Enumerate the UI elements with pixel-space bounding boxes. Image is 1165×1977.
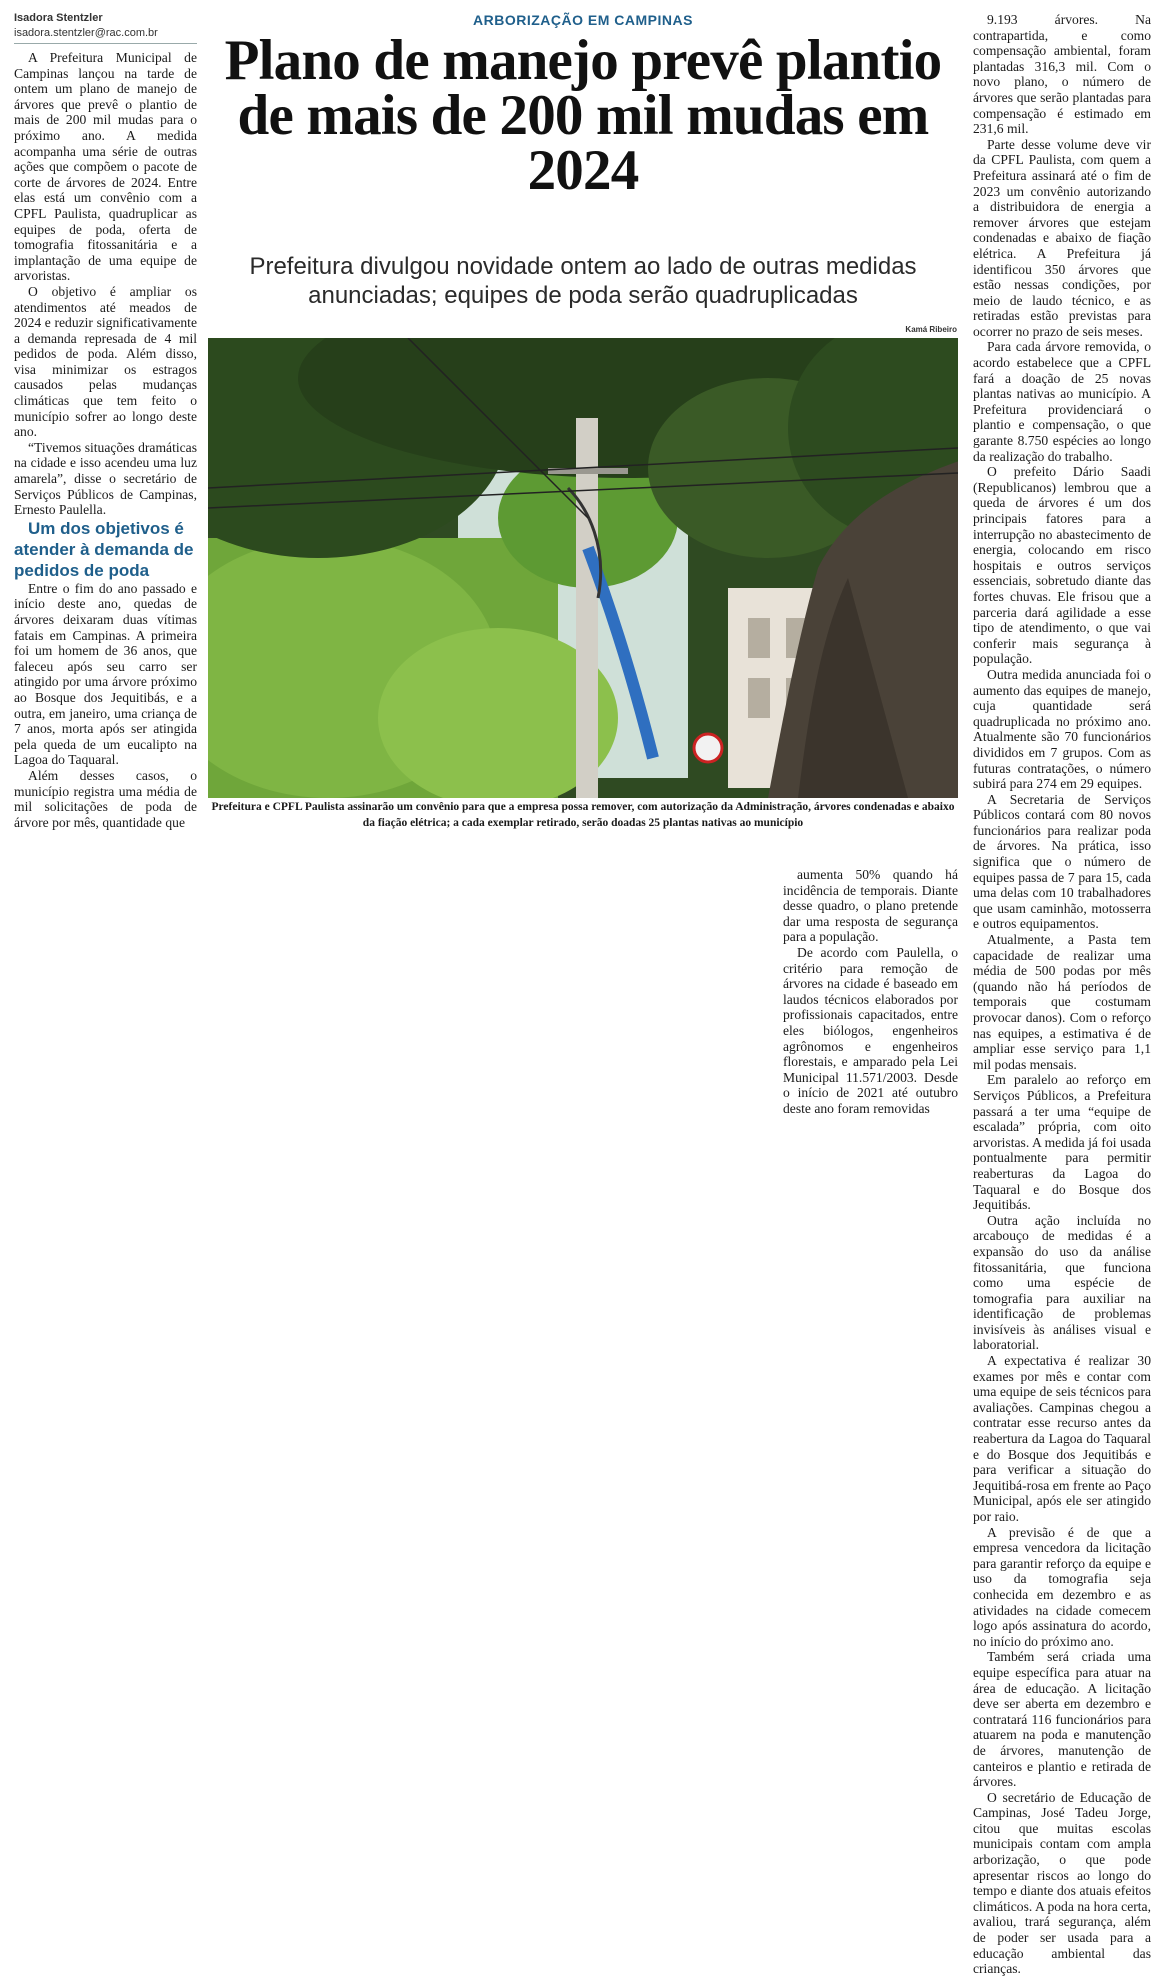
- paragraph: O secretário de Educação de Campinas, José Tadeu Jorge, citou que muitas escolas municipais contam com ampla arborização, o que pode apresentar riscos ao longo do tempo e diante dos atuais efeitos climáticos. A poda na hora certa, avaliou, trará segurança, além de poder ser usada para a educação ambiental das crianças.: [973, 1789, 1151, 1977]
- paragraph: Em paralelo ao reforço em Serviços Públicos, a Prefeitura passará a ter uma “equipe de escalada” própria, com oito arvoristas. A medida já foi usada pontualmente para permitir reaberturas da Lagoa do Taquaral e do Bosque dos Jequitibás.: [973, 1072, 1151, 1213]
- subheading: Um dos objetivos é atender à demanda de pedidos de poda: [14, 518, 194, 580]
- paragraph: De acordo com Paulella, o critério para remoção de árvores na cidade é baseado em laudos técnicos elaborados por profissionais capacitados, entre eles biólogos, engenheiros agrônomos e engenheiros florestais, e amparado pela Lei Municipal 11.571/2003. Desde o início de 2021 até outubro deste ano foram removidas: [783, 944, 958, 1116]
- byline-divider: [14, 43, 197, 44]
- paragraph: Atualmente, a Pasta tem capacidade de realizar uma média de 500 podas por mês (quando não há períodos de temporais que costumam provocar danos). Com o reforço nas equipes, a estimativa é de ampliar esse serviço para 1,1 mil podas mensais.: [973, 932, 1151, 1072]
- byline-email: isadora.stentzler@rac.com.br: [14, 27, 158, 39]
- paragraph: Outra medida anunciada foi o aumento das equipes de manejo, cuja quantidade será quadruplicada no próximo ano. Atualmente são 70 funcionários divididos em 7 grupos. Com as futuras contratações, o número subirá para 274 em 29 equipes.: [973, 666, 1151, 792]
- photo-credit: Kamá Ribeiro: [905, 325, 957, 334]
- paragraph: A Prefeitura Municipal de Campinas lançou na tarde de ontem um plano de manejo de árvores que prevê o plantio de mais de 200 mil mudas para o próximo ano. A medida acompanha uma série de outras ações que compõem o pacote de corte de árvores de 2024. Entre elas está um convênio com a CPFL Paulista, quadruplicar as equipes de poda, oferta de tomografia fitossanitária e a implantação de uma equipe de arvoristas.: [14, 50, 197, 284]
- paragraph: O prefeito Dário Saadi (Republicanos) lembrou que a queda de árvores é um dos principais fatores para a interrupção no abastecimento de energia, colocando em risco hospitais e outros serviços essenciais, sobretudo diante das fortes chuvas. Ele frisou que a parceria dará agilidade a esse tipo de atendimento, o que vai conferir mais segurança à população.: [973, 464, 1151, 667]
- paragraph: Para cada árvore removida, o acordo estabelece que a CPFL fará a doação de 25 novas plantas nativas ao município. A Prefeitura providenciará o plantio e compensação, o que garante 8.750 espécies ao longo da realização do trabalho.: [973, 339, 1151, 464]
- paragraph: A Secretaria de Serviços Públicos contará com 80 novos funcionários para realizar poda de árvores. Na prática, isso significa que o número de equipes passa de 7 para 15, cada uma delas com 10 trabalhadores que usam caminhão, motosserra e outros equipamentos.: [973, 791, 1151, 932]
- tree-photo-illustration: [208, 338, 958, 798]
- article-column-1: [14, 50, 197, 830]
- paragraph: O objetivo é ampliar os atendimentos até meados de 2024 e reduzir significativamente a demanda represada de 4 mil pedidos de poda. Além disso, visa minimizar os estragos causados pelas mudanças climáticas que tem feito o município sofrer ao longo deste ano.: [14, 283, 197, 440]
- paragraph: 9.193 árvores. Na contrapartida, e como compensação ambiental, foram plantadas 316,3 mil. Com o novo plano, o número de árvores que serão plantadas para compensação é estimado em 231,6 mil.: [973, 12, 1151, 137]
- paragraph: Parte desse volume deve vir da CPFL Paulista, com quem a Prefeitura assinará até o fim de 2023 um convênio autorizando a distribuidora de energia a remover árvores que estejam condenadas e abaixo de fiação elétrica. A Prefeitura já identificou 350 árvores que estão nessas condições, por meio de laudo técnico, e as retiradas estão previstas para ocorrer no prazo de seis meses.: [973, 136, 1151, 339]
- paragraph: Além desses casos, o município registra uma média de mil solicitações de poda de árvore por mês, quantidade que: [14, 767, 197, 830]
- paragraph: Também será criada uma equipe específica para atuar na área de educação. A licitação deve ser aberta em dezembro e contratará 116 funcionários para atuarem na poda e manutenção de árvores, manutenção de canteiros e plantio e retirada de árvores.: [973, 1649, 1151, 1790]
- byline-author: Isadora Stentzler: [14, 12, 103, 24]
- article-column-3: [783, 867, 958, 1117]
- paragraph: Entre o fim do ano passado e início deste ano, quedas de árvores deixaram duas vítimas fatais em Campinas. A primeira foi um homem de 36 anos, que faleceu após seu carro ser atingido por uma árvore próximo ao Bosque dos Jequitibás, e a outra, em janeiro, uma criança de 7 anos, morta após ser atingida pela queda de um eucalipto na Lagoa do Taquaral.: [14, 580, 197, 768]
- photo-caption: Prefeitura e CPFL Paulista assinarão um convênio para que a empresa possa remover, com autorização da Administração, árvores condenadas e abaixo da fiação elétrica; a cada exemplar retirado, serão doadas 25 plantas nativas ao município: [211, 801, 955, 829]
- article-column-4: [973, 12, 1151, 1977]
- headline: Plano de manejo prevê plantio de mais de 200 mil mudas em 2024: [224, 29, 942, 202]
- paragraph: aumenta 50% quando há incidência de temporais. Diante desse quadro, o plano pretende dar uma resposta de segurança para a população.: [783, 867, 958, 945]
- article-photo: [208, 338, 958, 798]
- paragraph: A expectativa é realizar 30 exames por mês e contar com uma equipe de seis técnicos para avaliações. Campinas chegou a contratar esse recurso antes da reabertura da Lagoa do Taquaral e do Bosque dos Jequitibás e para verificar a situação do Jequitibá-rosa em frente ao Paço Municipal, após ele ser atingido por raio.: [973, 1353, 1151, 1524]
- paragraph: Outra ação incluída no arcabouço de medidas é a expansão do uso da análise fitossanitária, que funciona como uma espécie de tomografia para auxiliar na identificação de problemas invisíveis às análises visual e laboratorial.: [973, 1212, 1151, 1353]
- deck-subtitle: Prefeitura divulgou novidade ontem ao lado de outras medidas anunciadas; equipes de poda serão quadruplicadas: [249, 253, 917, 309]
- section-kicker: ARBORIZAÇÃO EM CAMPINAS: [473, 12, 693, 28]
- paragraph: A previsão é de que a empresa vencedora da licitação para garantir reforço da equipe e uso da tomografia seja conhecida em dezembro e as atividades na cidade comecem logo após assinatura do acordo, no início do próximo ano.: [973, 1524, 1151, 1649]
- paragraph: “Tivemos situações dramáticas na cidade e isso acendeu uma luz amarela”, disse o secretário de Serviços Públicos de Campinas, Ernesto Paulella.: [14, 439, 197, 518]
